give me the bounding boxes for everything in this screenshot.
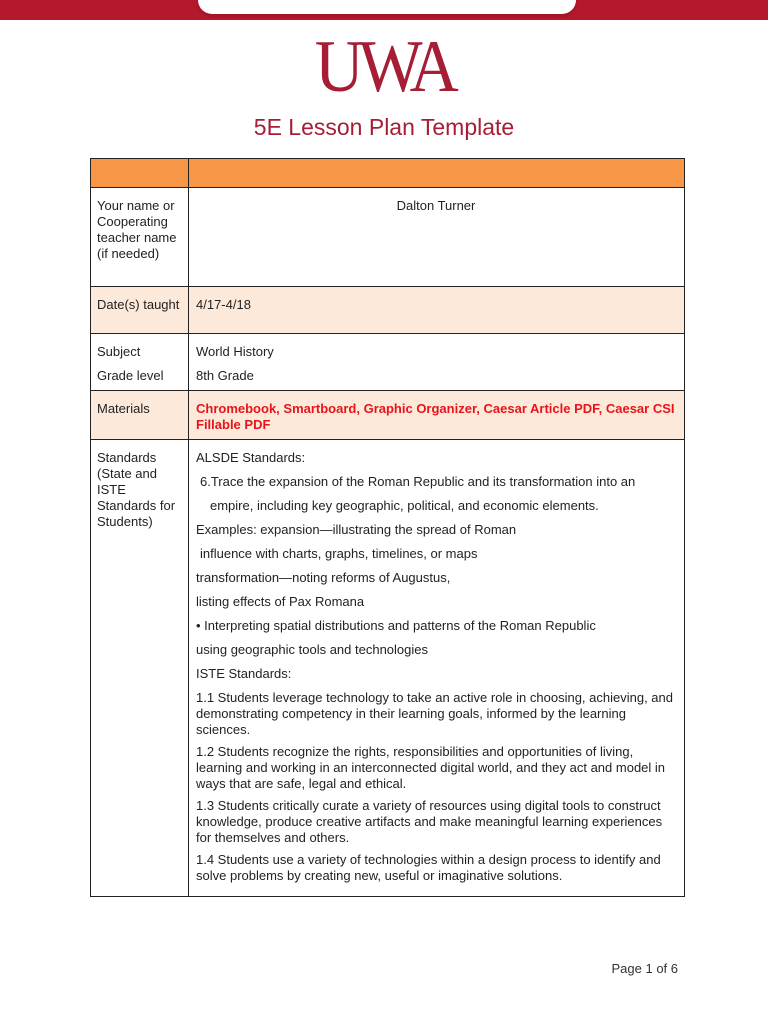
standards-value (189, 440, 685, 897)
standards-line: Examples: expansion—illustrating the spread of Roman (196, 522, 517, 537)
standards-line: listing effects of Pax Romana (196, 594, 365, 609)
table-row (91, 391, 685, 440)
table-row (91, 440, 685, 897)
header-cell-left (91, 159, 189, 188)
page-title: 5E Lesson Plan Template (253, 114, 515, 140)
table-row (91, 188, 685, 287)
grade-label: Grade level (97, 368, 164, 383)
standards-line: using geographic tools and technologies (196, 642, 429, 657)
top-white-tab (198, 0, 576, 14)
grade-value: 8th Grade (196, 368, 254, 383)
standards-line: influence with charts, graphs, timelines, or maps (200, 546, 478, 561)
name-value: Dalton Turner (189, 188, 685, 287)
iste-standard: 1.3 Students critically curate a variety of resources using digital tools to construct knowledge, produce creative artifacts and make meaningful learning experiences for themselves and others. (196, 798, 663, 845)
standards-line: • Interpreting spatial distributions and patterns of the Roman Republic (196, 618, 596, 633)
standards-line: empire, including key geographic, political, and economic elements. (210, 498, 599, 513)
page-number: Page 1 of 6 (611, 961, 678, 976)
subject-grade-labels (91, 334, 189, 391)
iste-standard: 1.4 Students use a variety of technologies within a design process to identify and solve problems by creating new, useful or imaginative solutions. (196, 852, 661, 883)
materials-value: Chromebook, Smartboard, Graphic Organizer, Caesar Article PDF, Caesar CSI Fillable PDF (189, 391, 685, 440)
dates-label: Date(s) taught (91, 287, 189, 334)
standards-line: transformation—noting reforms of Augustus, (196, 570, 451, 585)
standards-line: ISTE Standards: (196, 666, 292, 681)
name-label: Your name or Cooperating teacher name (if needed) (91, 188, 189, 287)
table-row (91, 334, 685, 391)
standards-label: Standards (State and ISTE Standards for Students) (91, 440, 189, 897)
subject-label: Subject (97, 344, 141, 359)
materials-label: Materials (91, 391, 189, 440)
iste-standard: 1.2 Students recognize the rights, responsibilities and opportunities of living, learning and working in an interconnected digital world, and they act and model in ways that are safe, legal and ethical. (196, 744, 666, 791)
table-header-row (91, 159, 685, 188)
uwa-logo: UWA (314, 26, 454, 108)
iste-standard: 1.1 Students leverage technology to take an active role in choosing, achieving, and demonstrating competency in their learning goals, informed by the learning sciences. (196, 690, 673, 737)
lesson-plan-table (90, 158, 685, 897)
subject-grade-values (189, 334, 685, 391)
table-row (91, 287, 685, 334)
standards-line: 6.Trace the expansion of the Roman Republic and its transformation into an (200, 474, 636, 489)
standards-line: ALSDE Standards: (196, 450, 306, 465)
header-cell-right (189, 159, 685, 188)
subject-value: World History (196, 344, 274, 359)
dates-value: 4/17-4/18 (189, 287, 685, 334)
